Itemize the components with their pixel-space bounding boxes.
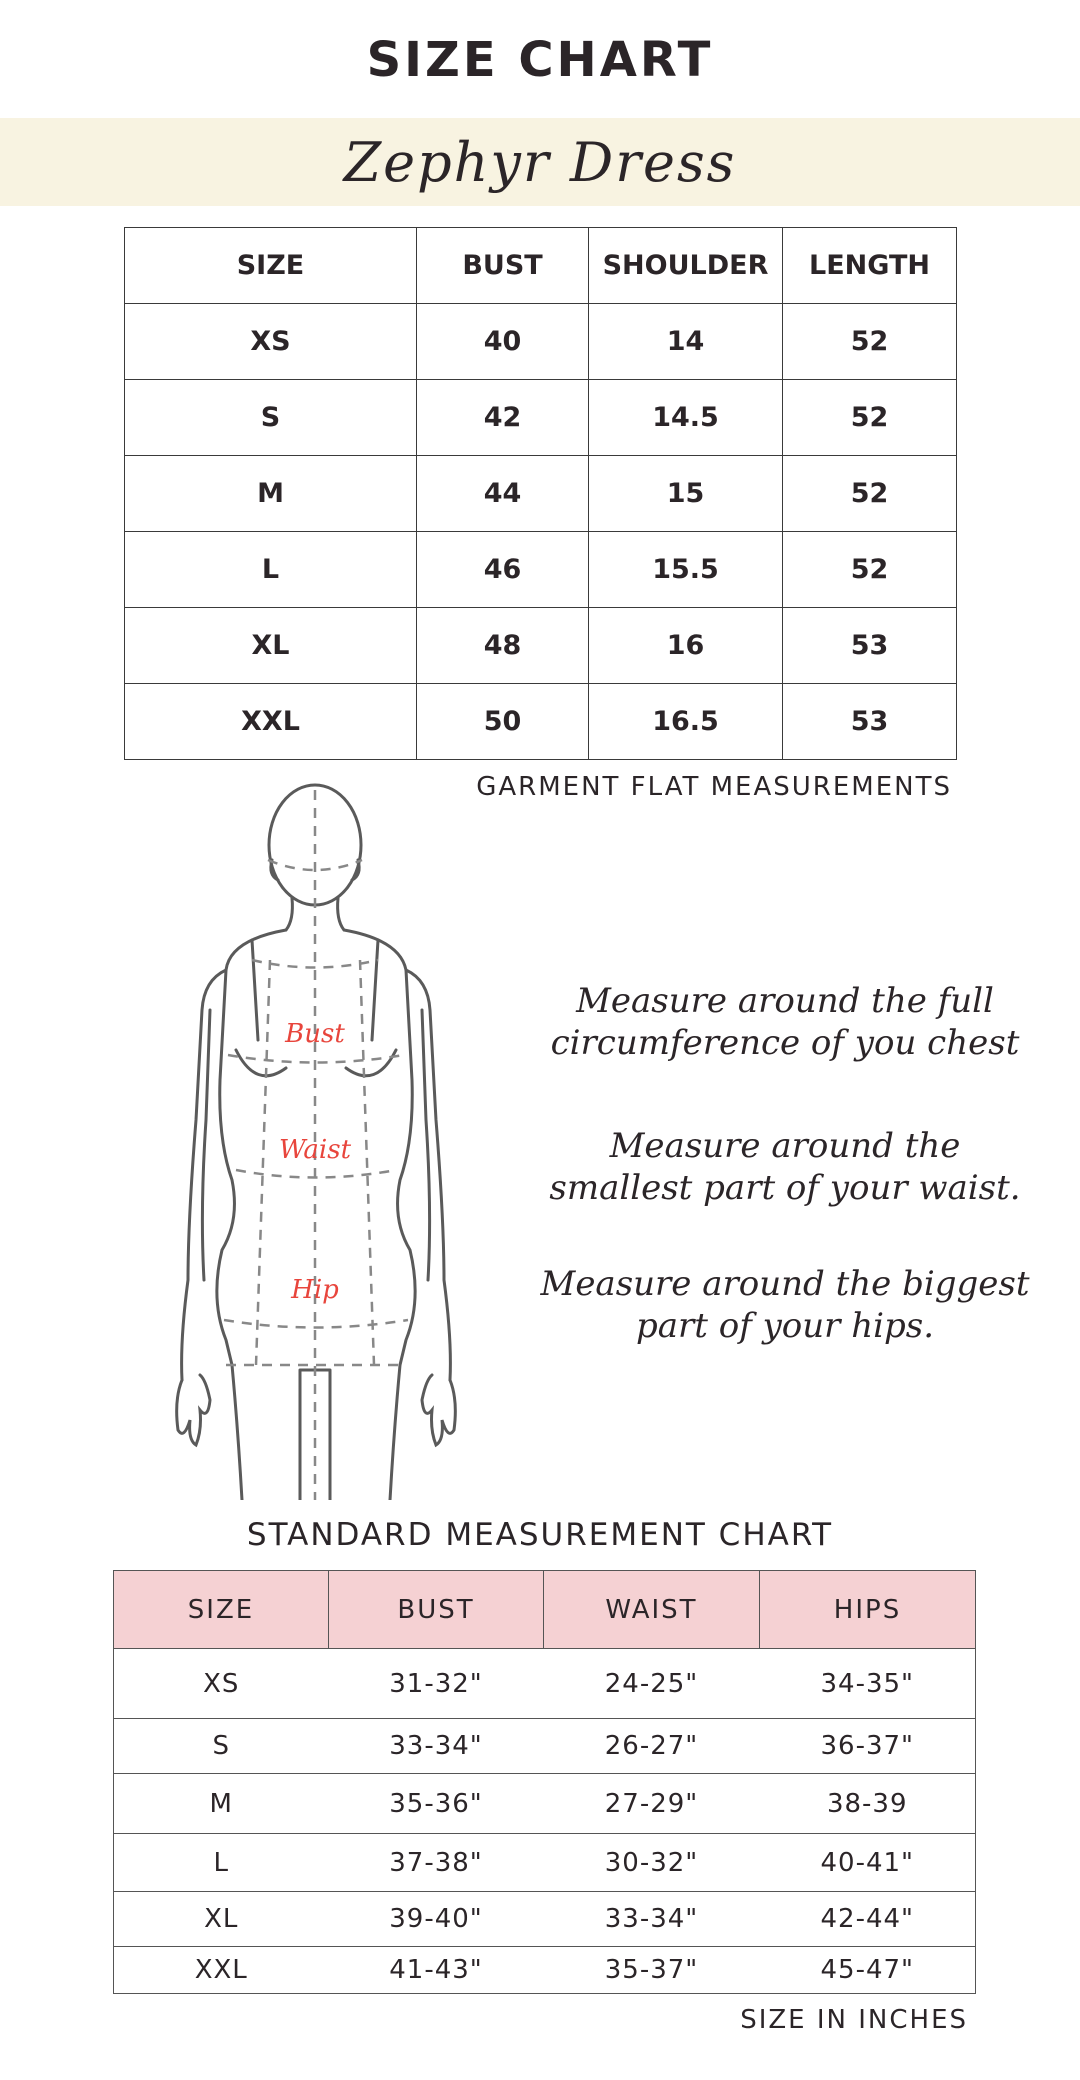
header-length: LENGTH [783,228,957,304]
standard-measurement-table [113,1570,976,1994]
cell-size: XS [125,304,417,380]
cell-bust: 33-34" [329,1719,544,1774]
table-row [125,684,957,760]
garment-measurement-table [124,227,957,760]
cell-bust: 46 [417,532,589,608]
table-row [125,304,957,380]
left-torso-outline [217,930,286,1365]
table-row [125,380,957,456]
cell-size: L [114,1834,329,1892]
right-hand [422,1375,455,1445]
header-shoulder: SHOULDER [589,228,783,304]
table-row [114,1774,976,1834]
table-header-row [125,228,957,304]
cell-bust: 50 [417,684,589,760]
cell-bust: 48 [417,608,589,684]
table-row [114,1947,976,1994]
hip-instruction [510,1263,1060,1347]
cell-length: 52 [783,380,957,456]
cell-bust: 37-38" [329,1834,544,1892]
waist-instruction-line: smallest part of your waist. [549,1168,1021,1208]
product-banner [0,118,1080,206]
cell-shoulder: 14.5 [589,380,783,456]
cell-hips: 34-35" [760,1649,976,1719]
table-row [114,1892,976,1947]
unit-note: SIZE IN INCHES [740,2005,968,2035]
cell-length: 53 [783,684,957,760]
table-header-row [114,1571,976,1649]
cell-waist: 35-37" [544,1947,760,1994]
bust-label: Bust [285,1019,345,1049]
cell-shoulder: 15 [589,456,783,532]
cell-size: XXL [114,1947,329,1994]
waist-instruction-line: Measure around the [609,1126,961,1166]
cell-length: 53 [783,608,957,684]
cell-size: M [114,1774,329,1834]
table-row [114,1719,976,1774]
bust-instruction [510,980,1060,1064]
cell-size: XS [114,1649,329,1719]
header-size: SIZE [114,1571,329,1649]
cell-size: L [125,532,417,608]
cell-hips: 45-47" [760,1947,976,1994]
hip-label: Hip [291,1275,339,1305]
table-row [125,456,957,532]
hip-instruction-line: part of your hips. [635,1306,935,1346]
cell-length: 52 [783,304,957,380]
cell-waist: 33-34" [544,1892,760,1947]
garment-table-caption: GARMENT FLAT MEASUREMENTS [476,772,952,802]
cell-length: 52 [783,532,957,608]
cell-waist: 24-25" [544,1649,760,1719]
waist-instruction [510,1125,1060,1209]
cell-length: 52 [783,456,957,532]
cell-bust: 44 [417,456,589,532]
header-waist: WAIST [544,1571,760,1649]
cell-bust: 31-32" [329,1649,544,1719]
cell-waist: 27-29" [544,1774,760,1834]
left-hand [177,1375,210,1445]
right-torso-outline [344,930,415,1365]
page-title: SIZE CHART [366,32,714,88]
cell-hips: 40-41" [760,1834,976,1892]
bust-instruction-line: Measure around the full [576,981,994,1021]
header-hips: HIPS [760,1571,976,1649]
cell-bust: 35-36" [329,1774,544,1834]
header-bust: BUST [329,1571,544,1649]
cell-size: XXL [125,684,417,760]
body-figure-illustration [160,780,480,1500]
cell-size: XL [125,608,417,684]
product-name: Zephyr Dress [343,130,737,194]
cell-size: M [125,456,417,532]
cell-bust: 40 [417,304,589,380]
cell-shoulder: 15.5 [589,532,783,608]
header-size: SIZE [125,228,417,304]
waist-label: Waist [278,1135,352,1165]
hip-instruction-line: Measure around the biggest [540,1264,1030,1304]
cell-hips: 38-39 [760,1774,976,1834]
cell-hips: 42-44" [760,1892,976,1947]
cell-size: XL [114,1892,329,1947]
cell-shoulder: 14 [589,304,783,380]
cell-hips: 36-37" [760,1719,976,1774]
cell-bust: 42 [417,380,589,456]
table-row [114,1834,976,1892]
table-row [114,1649,976,1719]
table-row [125,608,957,684]
cell-shoulder: 16 [589,608,783,684]
cell-shoulder: 16.5 [589,684,783,760]
cell-size: S [125,380,417,456]
cell-waist: 30-32" [544,1834,760,1892]
cell-waist: 26-27" [544,1719,760,1774]
cell-size: S [114,1719,329,1774]
bust-instruction-line: circumference of you chest [550,1023,1020,1063]
cell-bust: 41-43" [329,1947,544,1994]
standard-table-title: STANDARD MEASUREMENT CHART [246,1517,834,1553]
table-row [125,532,957,608]
header-bust: BUST [417,228,589,304]
cell-bust: 39-40" [329,1892,544,1947]
